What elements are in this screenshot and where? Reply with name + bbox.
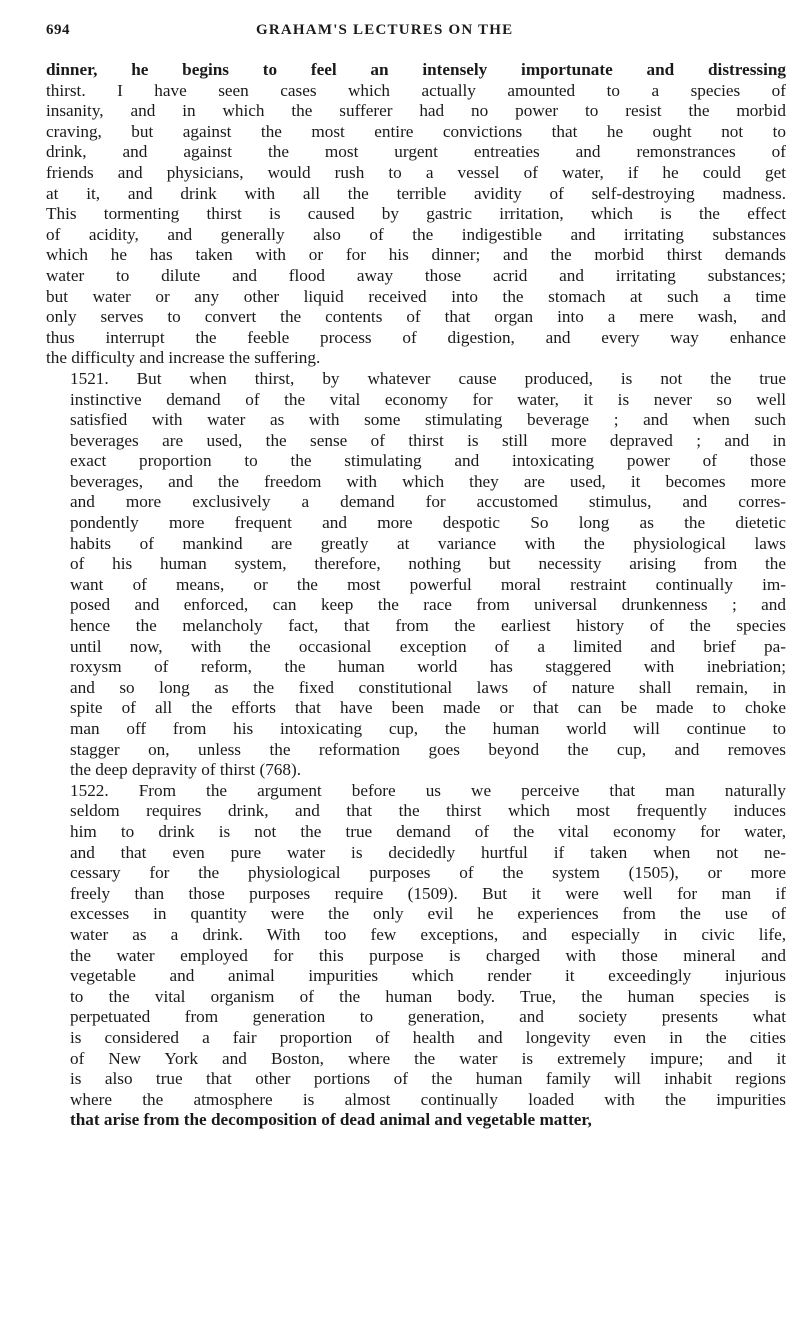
text-line: stagger on, unless the reformation goes beyond the cup, and removes [70, 739, 786, 759]
text-line: the water employed for this purpose is charged with those mineral and [70, 945, 786, 965]
paragraph-p-1521 [46, 369, 786, 781]
text-line: cessary for the physiological purposes of the system (1505), or more [70, 863, 786, 883]
page-number: 694 [46, 22, 70, 38]
text-line: roxysm of reform, the human world has staggered with inebriation; [70, 657, 786, 677]
text-line: of New York and Boston, where the water is extremely impure; and it [70, 1048, 786, 1068]
text-line: 1522. From the argument before us we perceive that man naturally [70, 780, 786, 800]
text-line: him to drink is not the true demand of the vital economy for water, [70, 821, 786, 841]
text-line: of acidity, and generally also of the indigestible and irritating substances [46, 224, 786, 244]
text-line: and more exclusively a demand for accustomed stimulus, and corres- [70, 492, 786, 512]
text-line: and so long as the fixed constitutional laws of nature shall remain, in [70, 677, 786, 697]
text-line: freely than those purposes require (1509). But it were well for man if [70, 883, 786, 903]
text-line: but water or any other liquid received into the stomach at such a time [46, 286, 786, 306]
text-line: 1521. But when thirst, by whatever cause produced, is not the true [70, 368, 786, 388]
body-text [46, 60, 786, 1131]
text-line: at it, and drink with all the terrible avidity of self-destroying madness. [46, 183, 786, 203]
running-head [46, 22, 786, 46]
text-line: satisfied with water as with some stimulating beverage ; and when such [70, 410, 786, 430]
text-line: that arise from the decomposition of dead animal and vegetable matter, [70, 1110, 592, 1130]
paragraph-p-continued [46, 60, 786, 369]
text-line: seldom requires drink, and that the thirst which most frequently induces [70, 801, 786, 821]
text-line: habits of mankind are greatly at variance with the physiological laws [70, 533, 786, 553]
text-line: pondently more frequent and more despotic So long as the dietetic [70, 513, 786, 533]
text-line: to the vital organism of the human body. True, the human species is [70, 986, 786, 1006]
text-line: friends and physicians, would rush to a vessel of water, if he could get [46, 162, 786, 182]
text-line: exact proportion to the stimulating and intoxicating power of those [70, 451, 786, 471]
text-line: water to dilute and flood away those acrid and irritating substances; [46, 265, 786, 285]
text-line: only serves to convert the contents of that organ into a mere wash, and [46, 307, 786, 327]
text-line: craving, but against the most entire convictions that he ought not to [46, 121, 786, 141]
text-line: thus interrupt the feeble process of digestion, and every way enhance [46, 327, 786, 347]
text-line: excesses in quantity were the only evil he experiences from the use of [70, 904, 786, 924]
text-line: and that even pure water is decidedly hurtful if taken when not ne- [70, 842, 786, 862]
text-line: hence the melancholy fact, that from the earliest history of the species [70, 616, 786, 636]
text-line: of his human system, therefore, nothing but necessity arising from the [70, 554, 786, 574]
text-line: the deep depravity of thirst (768). [70, 760, 302, 780]
text-line: until now, with the occasional exception of a limited and brief pa- [70, 636, 786, 656]
text-line: posed and enforced, can keep the race from universal drunkenness ; and [70, 595, 786, 615]
running-title: GRAHAM'S LECTURES ON THE [256, 22, 514, 38]
text-line: drink, and against the most urgent entreaties and remonstrances of [46, 142, 786, 162]
text-line: which he has taken with or for his dinner; and the morbid thirst demands [46, 245, 786, 265]
text-line: beverages, and the freedom with which they are used, it becomes more [70, 471, 786, 491]
text-line: man off from his intoxicating cup, the human world will continue to [70, 719, 786, 738]
text-line: is also true that other portions of the human family will inhabit regions [70, 1069, 786, 1089]
text-line: perpetuated from generation to generation, and society presents what [70, 1007, 786, 1027]
text-line: spite of all the efforts that have been made or that can be made to choke [70, 698, 786, 718]
text-line: instinctive demand of the vital economy for water, it is never so well [70, 389, 786, 409]
text-line: water as a drink. With too few exceptions, and especially in civic life, [70, 924, 786, 944]
text-line: thirst. I have seen cases which actually amounted to a species of [46, 80, 786, 100]
text-line: This tormenting thirst is caused by gastric irritation, which is the effect [46, 204, 786, 224]
text-line: is considered a fair proportion of health and longevity even in the cities [70, 1027, 786, 1047]
text-line: vegetable and animal impurities which render it exceedingly injurious [70, 966, 786, 986]
text-line: want of means, or the most powerful moral restraint continually im- [70, 574, 786, 594]
text-line: the difficulty and increase the suffering. [46, 348, 321, 368]
text-line: beverages are used, the sense of thirst is still more depraved ; and in [70, 430, 786, 450]
text-line: insanity, and in which the sufferer had no power to resist the morbid [46, 101, 786, 121]
paragraph-p-1522 [46, 781, 786, 1131]
text-line: where the atmosphere is almost continually loaded with the impurities [70, 1089, 786, 1109]
book-page [46, 22, 786, 1131]
text-line: dinner, he begins to feel an intensely importunate and distressing [46, 60, 786, 79]
